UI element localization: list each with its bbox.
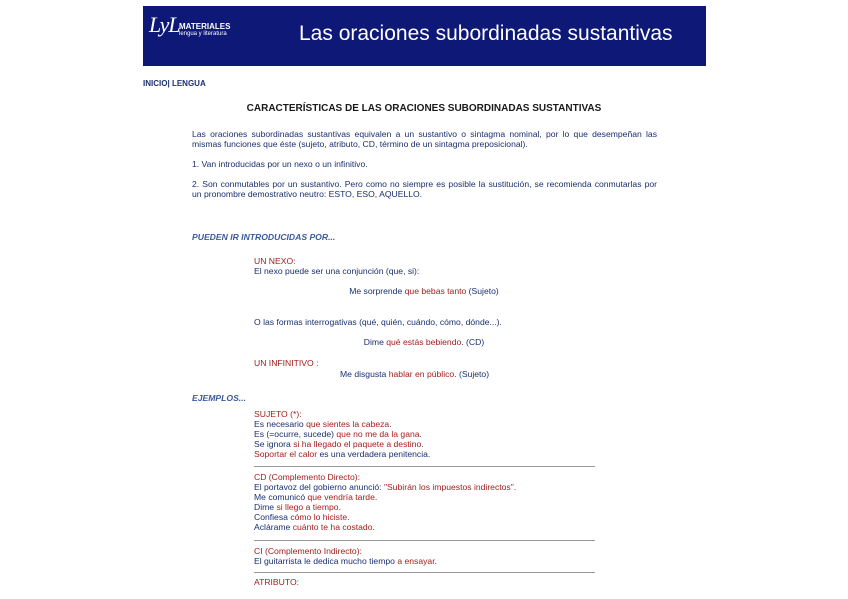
example-highlight: "Subirán los impuestos indirectos": [383, 482, 514, 492]
example-text: .: [421, 439, 424, 449]
example-text: Me sorprende: [349, 286, 405, 296]
example-text: Dime: [254, 502, 277, 512]
list-item: [254, 449, 430, 459]
example-text: El portavoz del gobierno anunció:: [254, 482, 384, 492]
nexo-example-2: [0, 337, 848, 347]
example-text: es una verdadera penitencia.: [317, 449, 431, 459]
nav-link-inicio[interactable]: INICIO: [143, 79, 168, 88]
ci-title: CI (Complemento Indirecto):: [254, 546, 362, 556]
example-highlight: si ha llegado el paquete a destino: [293, 439, 422, 449]
logo-mark: LyL: [149, 12, 180, 37]
page-title: CARACTERÍSTICAS DE LAS ORACIONES SUBORDINADAS SUSTANTIVAS: [246, 103, 602, 114]
section-heading-intro: PUEDEN IR INTRODUCIDAS POR...: [192, 232, 336, 242]
example-text: .: [419, 429, 422, 439]
example-text: . (Sujeto): [454, 369, 490, 379]
atributo-title: ATRIBUTO:: [254, 577, 300, 587]
banner-title: Las oraciones subordinadas sustantivas: [299, 22, 673, 45]
section-heading-examples: EJEMPLOS...: [192, 393, 246, 403]
nav-link-lengua[interactable]: LENGUA: [171, 79, 206, 88]
point-1: 1. Van introducidas por un nexo o un infinitivo.: [192, 159, 368, 169]
example-highlight: a ensayar: [397, 556, 435, 566]
example-text: .: [513, 482, 517, 492]
list-item: [254, 492, 516, 502]
example-text: El guitarrista le dedica mucho tiempo: [254, 556, 398, 566]
sujeto-title: SUJETO (*):: [254, 409, 302, 419]
example-highlight: hablar en público: [388, 369, 455, 379]
example-text: Se ignora: [254, 439, 294, 449]
example-text: Confiesa: [254, 512, 291, 522]
ci-block: [254, 546, 437, 566]
example-highlight: cómo lo hiciste: [290, 512, 348, 522]
example-highlight: si llego a tiempo: [276, 502, 339, 512]
nexo-example-1: [0, 286, 848, 296]
divider: [254, 572, 595, 573]
list-item: [254, 482, 516, 492]
example-highlight: cuánto te ha costado: [292, 522, 373, 532]
example-highlight: que vendría tarde: [307, 492, 375, 502]
example-text: .: [338, 502, 341, 512]
breadcrumb: [143, 79, 206, 88]
example-text: Es (=ocurre, sucede): [254, 429, 337, 439]
example-text: Me comunicó: [254, 492, 308, 502]
logo-tag: MATERIALES: [179, 22, 231, 31]
divider: [254, 540, 595, 541]
cd-block: [254, 472, 516, 532]
intro-paragraph: Las oraciones subordinadas sustantivas equivalen a un sustantivo o sintagma nominal, por lo que desempeñan las mismas funciones que éste (sujeto, atributo, CD, término de un sintagma preposicional).: [192, 129, 657, 149]
infinitivo-example: [340, 369, 489, 379]
example-text: .: [347, 512, 350, 522]
sujeto-block: [254, 409, 430, 459]
list-item: [254, 502, 516, 512]
nav-separator: |: [167, 79, 170, 88]
list-item: [254, 419, 430, 429]
divider: [254, 466, 595, 467]
example-highlight: qué estás bebiendo: [386, 337, 462, 347]
site-logo[interactable]: [149, 12, 231, 38]
example-text: .: [434, 556, 437, 566]
example-text: Dime: [363, 337, 387, 347]
nexo-desc: El nexo puede ser una conjunción (que, si):: [254, 266, 420, 276]
example-text: Es necesario: [254, 419, 307, 429]
example-text: Aclárame: [254, 522, 293, 532]
point-2: 2. Son conmutables por un sustantivo. Pero como no siempre es posible la sustitución, se recomienda conmutarlas por un pronombre demostrativo neutro: ESTO, ESO, AQUELLO.: [192, 179, 657, 199]
list-item: [254, 512, 516, 522]
nexo-block: [254, 256, 419, 276]
list-item: [254, 429, 430, 439]
example-highlight: Soportar el calor: [254, 449, 318, 459]
example-highlight: que bebas tanto: [404, 286, 467, 296]
example-text: .: [372, 522, 375, 532]
list-item: [254, 522, 516, 532]
example-text: . (CD): [461, 337, 485, 347]
example-highlight: que sientes la cabeza: [306, 419, 390, 429]
example-text: .: [374, 492, 378, 502]
list-item: [254, 439, 430, 449]
example-text: .: [389, 419, 392, 429]
example-text: Me disgusta: [340, 369, 389, 379]
list-item: [254, 556, 437, 566]
cd-title: CD (Complemento Directo):: [254, 472, 361, 482]
header-banner: [143, 6, 706, 66]
nexo-desc-2: O las formas interrogativas (qué, quién, cuándo, cómo, dónde...).: [254, 317, 502, 327]
example-text: (Sujeto): [466, 286, 499, 296]
example-highlight: que no me da la gana: [336, 429, 420, 439]
nexo-title: UN NEXO:: [254, 256, 296, 266]
logo-subtitle: lengua y literatura: [179, 31, 227, 37]
infinitivo-title: UN INFINITIVO :: [254, 358, 319, 368]
